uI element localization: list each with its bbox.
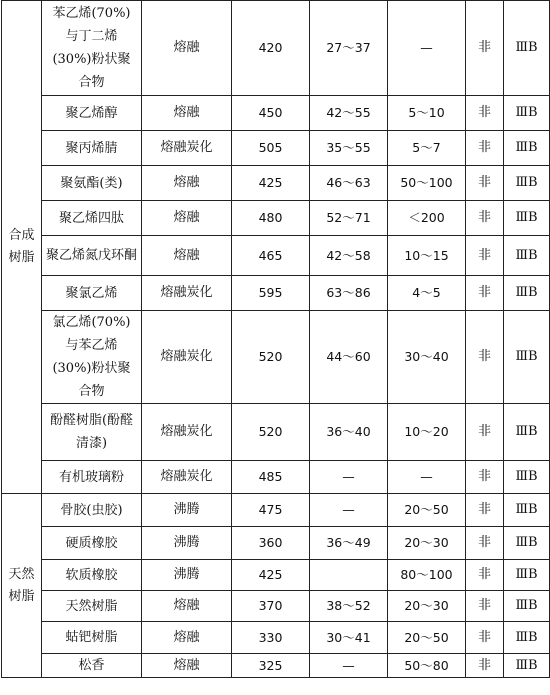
flag-cell: 非 [466, 201, 504, 236]
state-cell: 沸腾 [142, 527, 232, 560]
range-cell: 20～30 [388, 527, 466, 560]
range-cell: 80～100 [388, 560, 466, 591]
value-cell: 420 [232, 1, 310, 96]
value-cell: 330 [232, 622, 310, 654]
table-row [2, 654, 550, 678]
flag-cell: 非 [466, 311, 504, 404]
table-row [2, 201, 550, 236]
value-cell: 480 [232, 201, 310, 236]
flag-cell: 非 [466, 404, 504, 461]
flag-cell: 非 [466, 560, 504, 591]
state-cell: 熔融 [142, 654, 232, 678]
class-cell: ⅢB [504, 654, 550, 678]
material-name-cell: 蛄钯树脂 [42, 622, 142, 654]
value-cell: 595 [232, 276, 310, 311]
flag-cell: 非 [466, 96, 504, 131]
state-cell: 熔融 [142, 96, 232, 131]
table-row [2, 622, 550, 654]
table-row [2, 276, 550, 311]
table-row [2, 96, 550, 131]
class-cell: ⅢB [504, 311, 550, 404]
range-cell: — [388, 461, 466, 494]
material-name-cell: 聚丙烯腈 [42, 131, 142, 166]
range-cell [310, 560, 388, 591]
class-cell: ⅢB [504, 131, 550, 166]
range-cell: 36～49 [310, 527, 388, 560]
material-name-cell: 酚醛树脂(酚醛清漆) [42, 404, 142, 461]
group-label-cell [2, 1, 42, 494]
class-cell: ⅢB [504, 201, 550, 236]
range-cell: 46～63 [310, 166, 388, 201]
range-cell: 30～40 [388, 311, 466, 404]
state-cell: 熔融炭化 [142, 404, 232, 461]
range-cell: 42～55 [310, 96, 388, 131]
flag-cell: 非 [466, 654, 504, 678]
class-cell: ⅢB [504, 461, 550, 494]
class-cell: ⅢB [504, 622, 550, 654]
class-cell: ⅢB [504, 404, 550, 461]
value-cell: 425 [232, 166, 310, 201]
value-cell: 450 [232, 96, 310, 131]
class-cell: ⅢB [504, 276, 550, 311]
state-cell: 熔融炭化 [142, 311, 232, 404]
range-cell: 63～86 [310, 276, 388, 311]
range-cell: 30～41 [310, 622, 388, 654]
flag-cell: 非 [466, 461, 504, 494]
range-cell: 50～100 [388, 166, 466, 201]
range-cell: ＜200 [388, 201, 466, 236]
material-name-cell: 聚乙烯醇 [42, 96, 142, 131]
flag-cell: 非 [466, 494, 504, 527]
flag-cell: 非 [466, 1, 504, 96]
flag-cell: 非 [466, 236, 504, 276]
flag-cell: 非 [466, 276, 504, 311]
range-cell: 52～71 [310, 201, 388, 236]
flag-cell: 非 [466, 131, 504, 166]
range-cell: 44～60 [310, 311, 388, 404]
material-name-cell: 聚氨酯(类) [42, 166, 142, 201]
range-cell: 42～58 [310, 236, 388, 276]
class-cell: ⅢB [504, 1, 550, 96]
material-name-cell: 聚乙烯四肽 [42, 201, 142, 236]
state-cell: 熔融 [142, 622, 232, 654]
material-name-cell: 聚氯乙烯 [42, 276, 142, 311]
flag-cell: 非 [466, 622, 504, 654]
flag-cell: 非 [466, 591, 504, 622]
value-cell: 505 [232, 131, 310, 166]
material-name-cell: 天然树脂 [42, 591, 142, 622]
range-cell: 20～50 [388, 622, 466, 654]
range-cell: 36～40 [310, 404, 388, 461]
class-cell: ⅢB [504, 494, 550, 527]
material-name-cell: 软质橡胶 [42, 560, 142, 591]
range-cell: 38～52 [310, 591, 388, 622]
material-name-cell: 氯乙烯(70%)与苯乙烯(30%)粉状聚合物 [42, 311, 142, 404]
flag-cell: 非 [466, 527, 504, 560]
table-row [2, 131, 550, 166]
state-cell: 熔融 [142, 591, 232, 622]
class-cell: ⅢB [504, 166, 550, 201]
state-cell: 熔融炭化 [142, 131, 232, 166]
range-cell: — [388, 1, 466, 96]
material-name-cell: 聚乙烯氮戊环酮 [42, 236, 142, 276]
group-label-cell [2, 494, 42, 678]
range-cell: 5～10 [388, 96, 466, 131]
range-cell: 27～37 [310, 1, 388, 96]
class-cell: ⅢB [504, 560, 550, 591]
table-row [2, 494, 550, 527]
range-cell: 20～30 [388, 591, 466, 622]
class-cell: ⅢB [504, 527, 550, 560]
state-cell: 熔融 [142, 236, 232, 276]
value-cell: 325 [232, 654, 310, 678]
value-cell: 520 [232, 311, 310, 404]
value-cell: 475 [232, 494, 310, 527]
material-name-cell: 硬质橡胶 [42, 527, 142, 560]
table-row [2, 560, 550, 591]
table-row [2, 527, 550, 560]
state-cell: 熔融 [142, 1, 232, 96]
range-cell: — [310, 654, 388, 678]
state-cell: 熔融炭化 [142, 461, 232, 494]
range-cell: 20～50 [388, 494, 466, 527]
flag-cell: 非 [466, 166, 504, 201]
range-cell: 10～15 [388, 236, 466, 276]
table-row [2, 311, 550, 404]
value-cell: 370 [232, 591, 310, 622]
table-row [2, 404, 550, 461]
range-cell: — [310, 461, 388, 494]
range-cell: 35～55 [310, 131, 388, 166]
range-cell: — [310, 494, 388, 527]
state-cell: 沸腾 [142, 494, 232, 527]
state-cell: 熔融炭化 [142, 276, 232, 311]
material-name-cell: 苯乙烯(70%)与丁二烯(30%)粉状聚合物 [42, 1, 142, 96]
state-cell: 沸腾 [142, 560, 232, 591]
value-cell: 485 [232, 461, 310, 494]
table-row [2, 591, 550, 622]
table-body [2, 1, 550, 678]
class-cell: ⅢB [504, 236, 550, 276]
dust-properties-table [1, 0, 550, 678]
value-cell: 520 [232, 404, 310, 461]
value-cell: 360 [232, 527, 310, 560]
table-row [2, 166, 550, 201]
range-cell: 5～7 [388, 131, 466, 166]
material-name-cell: 松香 [42, 654, 142, 678]
material-name-cell: 有机玻璃粉 [42, 461, 142, 494]
value-cell: 465 [232, 236, 310, 276]
group-label: 合成树脂 [8, 228, 35, 265]
group-label: 天然树脂 [8, 566, 35, 604]
range-cell: 50～80 [388, 654, 466, 678]
range-cell: 10～20 [388, 404, 466, 461]
class-cell: ⅢB [504, 591, 550, 622]
state-cell: 熔融 [142, 201, 232, 236]
range-cell: 4～5 [388, 276, 466, 311]
value-cell: 425 [232, 560, 310, 591]
table-row [2, 236, 550, 276]
table-row [2, 1, 550, 96]
material-name-cell: 骨胶(虫胶) [42, 494, 142, 527]
table-row [2, 461, 550, 494]
state-cell: 熔融 [142, 166, 232, 201]
class-cell: ⅢB [504, 96, 550, 131]
